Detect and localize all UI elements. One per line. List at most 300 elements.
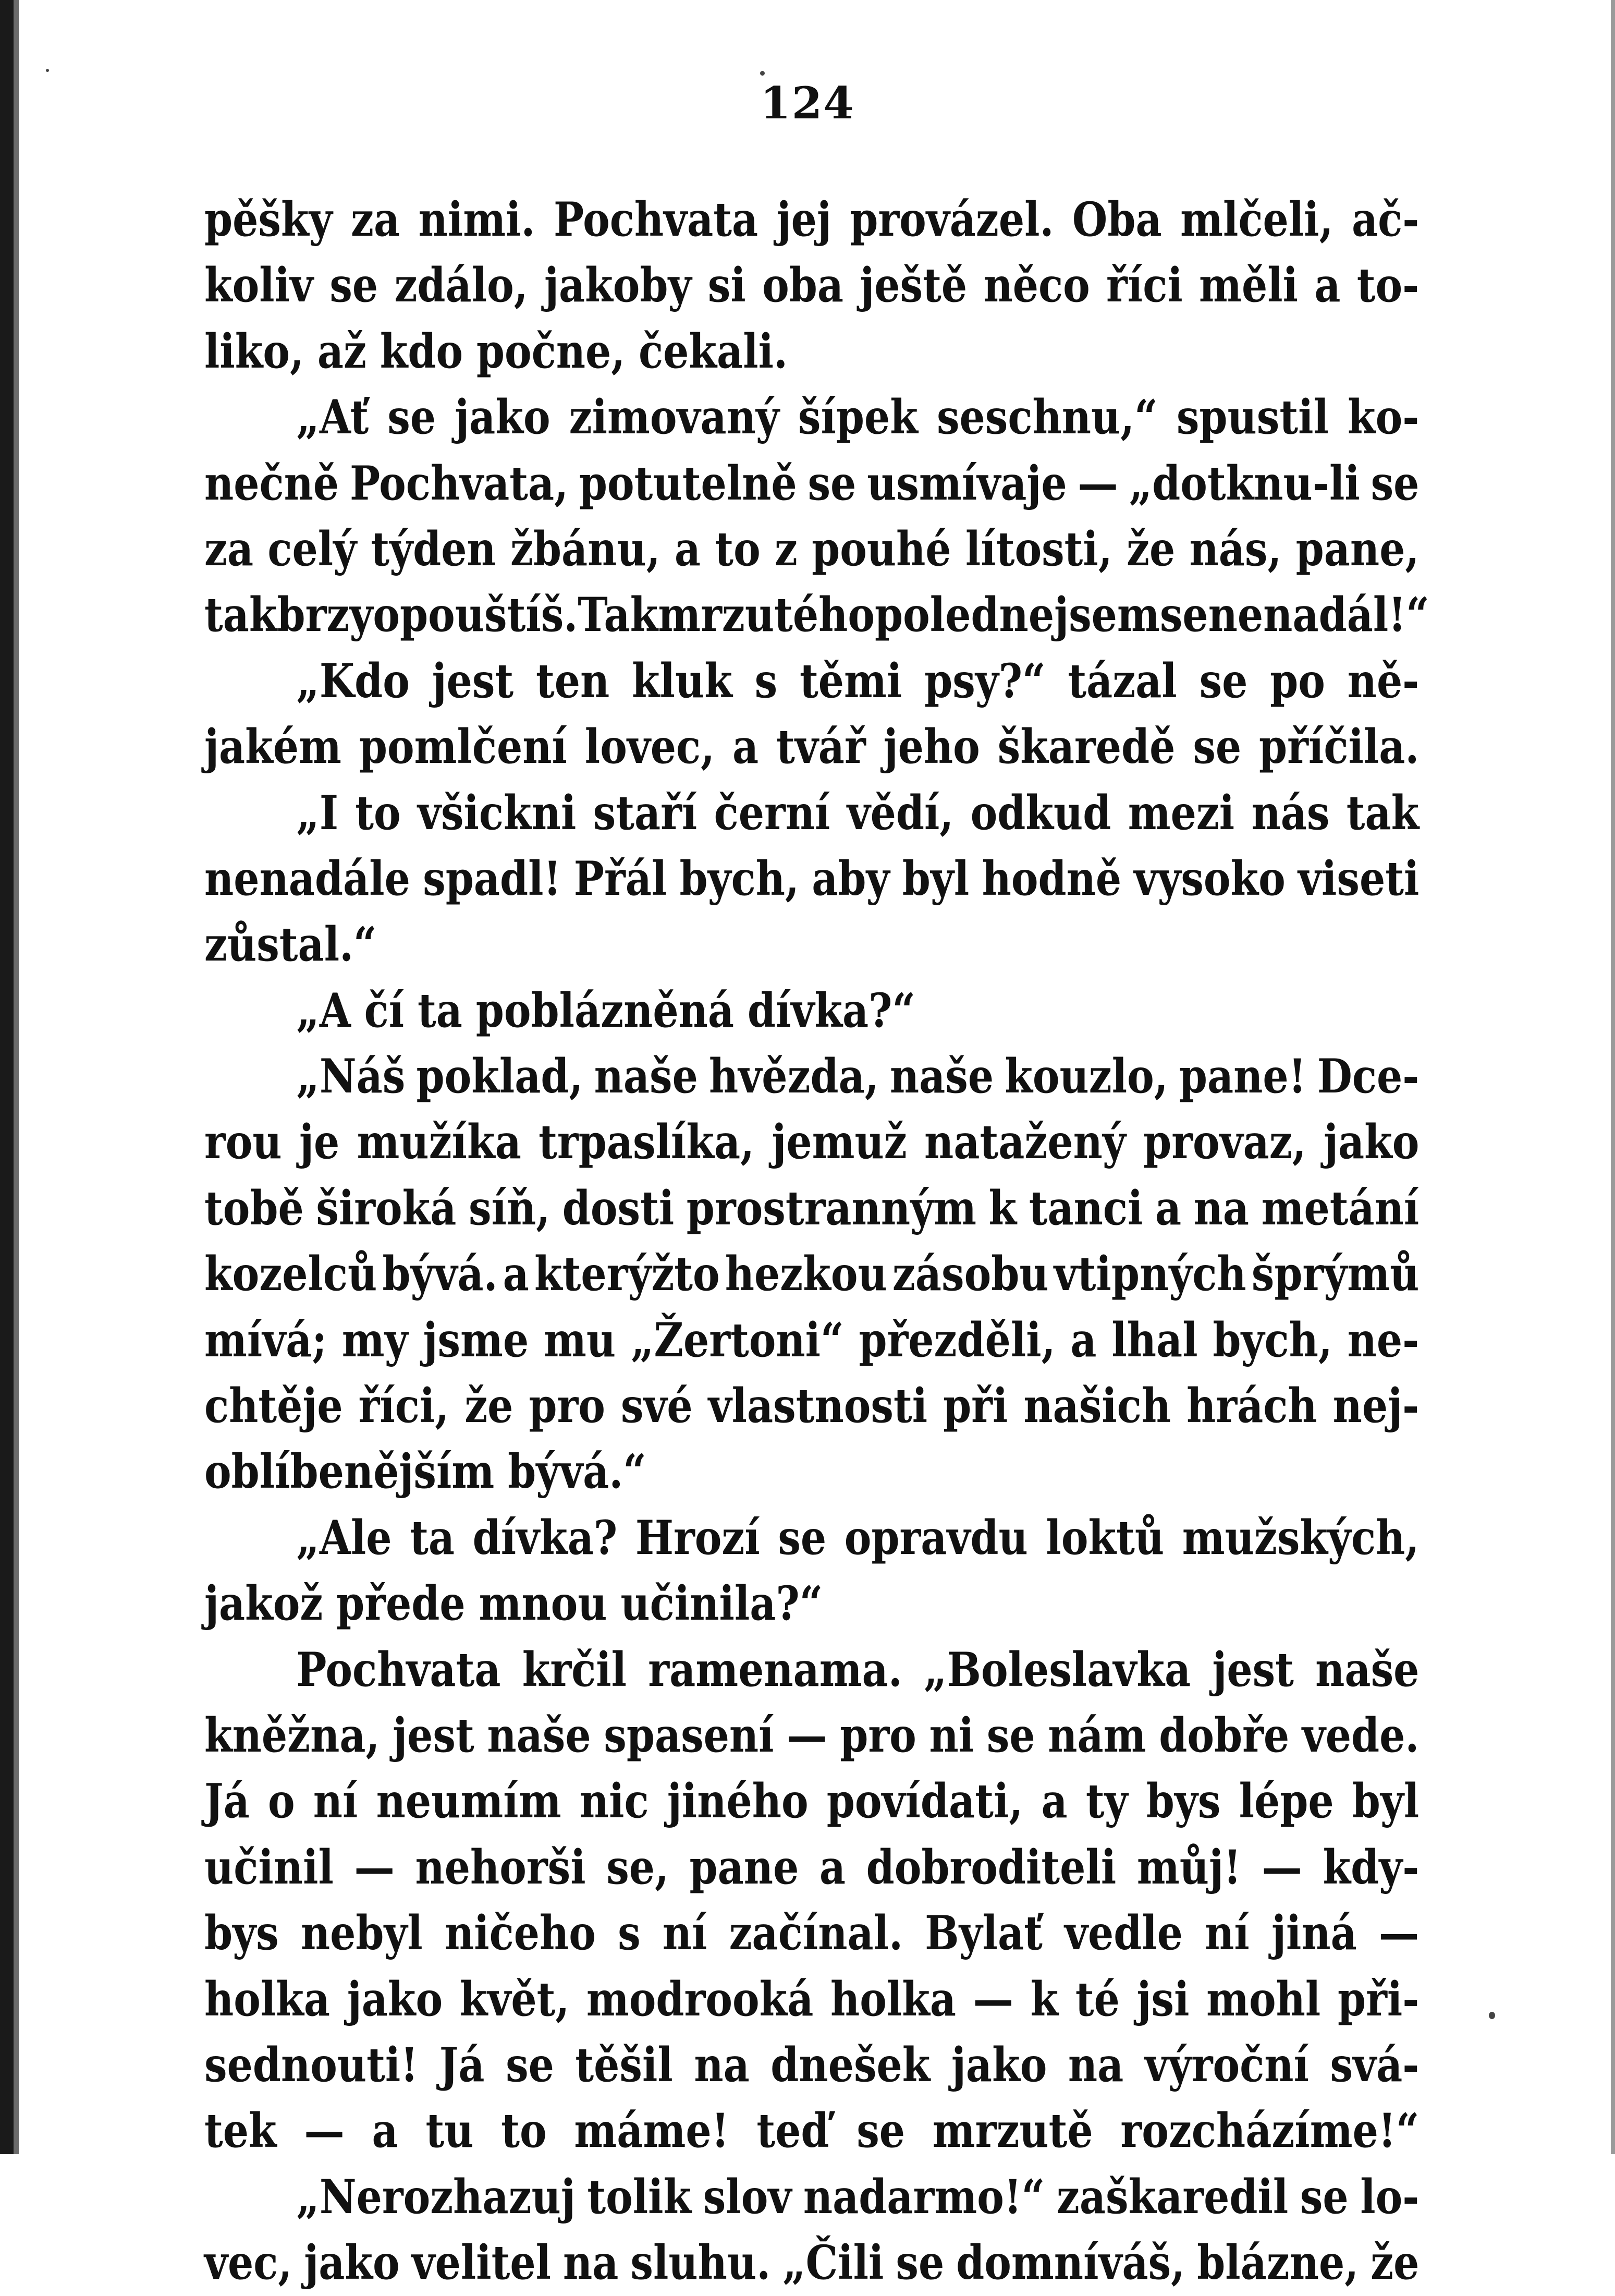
- word: liko,: [204, 323, 304, 379]
- text-line: [204, 384, 1419, 450]
- word: můj!: [1136, 1839, 1241, 1895]
- word: na: [1193, 1180, 1250, 1236]
- word: nečně: [204, 455, 339, 511]
- word: čí: [364, 982, 405, 1038]
- word: blázne,: [1197, 2235, 1359, 2291]
- word: čekali.: [639, 323, 788, 379]
- word: ko-: [1347, 390, 1420, 445]
- text-line: [204, 1900, 1419, 1966]
- word: jsme: [423, 1312, 529, 1368]
- word: té: [1075, 1971, 1120, 2027]
- word: nás,: [1189, 521, 1282, 577]
- word: teď: [756, 2103, 829, 2159]
- word: dívka?: [472, 1510, 618, 1565]
- word: lo-: [1360, 2169, 1420, 2225]
- word: sluhu.: [630, 2235, 771, 2291]
- word: ač-: [1351, 192, 1420, 247]
- word: nehorši: [415, 1839, 586, 1895]
- word: a: [1314, 258, 1341, 313]
- word: potutelně: [579, 455, 797, 511]
- word: že: [464, 1378, 513, 1434]
- word: že: [1371, 2235, 1420, 2291]
- word: dívka?“: [747, 982, 916, 1038]
- word: mrzutého: [658, 587, 875, 643]
- word: jako: [455, 390, 550, 445]
- word: „Ať: [296, 390, 369, 445]
- word: psy?“: [924, 653, 1046, 709]
- word: rou: [204, 1114, 282, 1170]
- text-line: [204, 648, 1419, 714]
- word: oba: [762, 258, 843, 313]
- word: oblíbenějším: [204, 1444, 495, 1500]
- word: se: [778, 1510, 827, 1565]
- word: květ,: [459, 1971, 570, 2027]
- word: „Nerozhazuj: [296, 2169, 576, 2225]
- word: jakož: [204, 1576, 323, 1632]
- word: šprýmů: [1251, 1246, 1420, 1302]
- word: Pochvata: [553, 192, 758, 247]
- word: ni: [929, 1707, 974, 1763]
- word: žbánu,: [510, 521, 660, 577]
- word: kdy-: [1323, 1839, 1420, 1895]
- word: to: [355, 785, 401, 841]
- word: nadarmo!“: [803, 2169, 1045, 2225]
- word: krčil: [522, 1642, 627, 1697]
- text-line: [204, 978, 1419, 1043]
- word: „dotknu-li: [1129, 455, 1360, 511]
- word: se: [329, 258, 378, 313]
- word: ještě: [860, 258, 968, 313]
- word: k: [988, 1180, 1017, 1236]
- word: ní: [1205, 1905, 1250, 1961]
- word: a: [1070, 1312, 1097, 1368]
- word: holka: [204, 1971, 331, 2027]
- word: tolik: [587, 2169, 692, 2225]
- word: říci,: [358, 1378, 449, 1434]
- word: tak: [204, 587, 277, 643]
- word: lovec,: [584, 719, 715, 775]
- word: učinil: [204, 1839, 334, 1895]
- word: seschnu,“: [936, 390, 1158, 445]
- word: až: [317, 323, 366, 379]
- word: ta: [410, 1510, 455, 1565]
- text-line: [204, 252, 1419, 318]
- word: kněžna,: [204, 1707, 380, 1763]
- word: „I: [296, 785, 339, 841]
- word: ně-: [1347, 653, 1420, 709]
- word: metání: [1261, 1180, 1420, 1236]
- word: na: [563, 2235, 619, 2291]
- word: naše: [594, 1049, 698, 1104]
- word: bys: [204, 1905, 279, 1961]
- word: provaz,: [1143, 1114, 1306, 1170]
- word: se,: [606, 1839, 669, 1895]
- word: dnešek: [770, 2037, 931, 2093]
- word: dosti: [562, 1180, 675, 1236]
- word: tak: [1346, 785, 1420, 841]
- word: vědí,: [847, 785, 954, 841]
- word: poblázněná: [475, 982, 735, 1038]
- word: jakoby: [544, 258, 692, 313]
- word: to: [715, 521, 761, 577]
- word: pane!: [1179, 1049, 1306, 1104]
- word: síň,: [468, 1180, 550, 1236]
- word: se: [1199, 653, 1248, 709]
- text-line: [204, 2032, 1419, 2098]
- word: a: [1041, 1773, 1068, 1829]
- word: na: [1068, 2037, 1124, 2093]
- word: poklad,: [416, 1049, 583, 1104]
- word: ničeho: [444, 1905, 596, 1961]
- text-line: [204, 1307, 1419, 1373]
- word: dobroditeli: [866, 1839, 1117, 1895]
- word: našich: [1023, 1378, 1171, 1434]
- text-line: [204, 187, 1419, 252]
- word: nej-: [1332, 1378, 1420, 1434]
- word: jsem: [1054, 587, 1160, 643]
- text-line: [204, 1505, 1419, 1571]
- text-line: [204, 1835, 1419, 1900]
- word: při: [943, 1378, 1008, 1434]
- word: —: [1078, 455, 1118, 511]
- word: hodně: [982, 851, 1122, 906]
- word: ní: [662, 1905, 707, 1961]
- word: a: [372, 2103, 398, 2159]
- word: kdo: [380, 323, 463, 379]
- word: pěšky: [204, 192, 333, 247]
- word: pro: [840, 1707, 916, 1763]
- text-line: [204, 1373, 1419, 1439]
- text-line: [204, 780, 1419, 846]
- scan-speck: [760, 71, 765, 76]
- page-number: 124: [760, 77, 855, 129]
- word: se: [506, 2037, 554, 2093]
- word: bych,: [679, 851, 800, 906]
- word: kterýžto: [534, 1246, 720, 1302]
- word: velitel: [411, 2235, 552, 2291]
- text-line: [204, 582, 1429, 648]
- word: k: [1030, 1971, 1059, 2027]
- word: mívá;: [204, 1312, 327, 1368]
- word: Bylať: [925, 1905, 1043, 1961]
- word: se: [1300, 2169, 1349, 2225]
- word: povídati,: [826, 1773, 1023, 1829]
- word: vede.: [1302, 1707, 1420, 1763]
- word: spasení: [604, 1707, 774, 1763]
- word: vlastnosti: [708, 1378, 928, 1434]
- word: těmi: [800, 653, 902, 709]
- word: jako: [1323, 1114, 1420, 1170]
- word: —: [973, 1971, 1014, 2027]
- word: „Náš: [296, 1049, 406, 1104]
- word: vec,: [204, 2235, 292, 2291]
- word: jsi: [1136, 1971, 1190, 2027]
- word: na: [694, 2037, 750, 2093]
- body-text: [204, 187, 1429, 2296]
- word: brzy: [277, 587, 373, 643]
- word: zásobu: [892, 1246, 1049, 1302]
- word: všickni: [417, 785, 577, 841]
- text-line: [204, 2164, 1419, 2230]
- word: opravdu: [844, 1510, 1028, 1565]
- word: Pochvata,: [349, 455, 569, 511]
- word: za: [350, 192, 400, 247]
- word: pane: [689, 1839, 799, 1895]
- scan-left-edge: [0, 0, 14, 2154]
- word: mezi: [1128, 785, 1235, 841]
- word: nebyl: [300, 1905, 423, 1961]
- word: Oba: [1072, 192, 1162, 247]
- word: se: [808, 455, 857, 511]
- word: po: [1270, 653, 1325, 709]
- word: učinila?“: [620, 1576, 823, 1632]
- word: loktů: [1046, 1510, 1165, 1565]
- word: mužských,: [1182, 1510, 1420, 1565]
- word: těšil: [575, 2037, 673, 2093]
- word: „Kdo: [296, 653, 410, 709]
- text-line: [204, 1966, 1419, 2032]
- word: „A: [296, 982, 351, 1038]
- word: kozelců: [204, 1246, 377, 1302]
- word: široká: [316, 1180, 457, 1236]
- word: černí: [714, 785, 830, 841]
- word: viseti: [1298, 851, 1420, 906]
- word: nás: [1251, 785, 1330, 841]
- word: ten: [535, 653, 610, 709]
- word: vysoko: [1134, 851, 1286, 906]
- word: začínal.: [729, 1905, 903, 1961]
- word: počne,: [476, 323, 626, 379]
- text-line: [204, 1637, 1419, 1703]
- text-line: [204, 1768, 1419, 1834]
- word: bys: [1146, 1773, 1221, 1829]
- word: tázal: [1068, 653, 1177, 709]
- word: opouštíš.: [373, 587, 578, 643]
- text-line: [204, 1175, 1419, 1241]
- word: Já: [204, 1773, 250, 1829]
- word: zaškaredil: [1056, 2169, 1289, 2225]
- word: usmívaje: [867, 455, 1067, 511]
- word: říci: [1106, 258, 1183, 313]
- word: aby: [812, 851, 890, 906]
- word: a: [819, 1839, 846, 1895]
- word: naše: [1315, 1642, 1420, 1697]
- word: tvář: [776, 719, 866, 775]
- word: se: [986, 1707, 1035, 1763]
- word: lhal: [1111, 1312, 1198, 1368]
- text-line: [204, 1439, 1419, 1504]
- word: při-: [1337, 1971, 1420, 2027]
- word: nic: [579, 1773, 649, 1829]
- word: přezděli,: [859, 1312, 1056, 1368]
- word: celý: [267, 521, 357, 577]
- word: výroční: [1144, 2037, 1309, 2093]
- word: holka: [830, 1971, 957, 2027]
- word: něco: [983, 258, 1090, 313]
- text-line: [204, 1703, 1419, 1768]
- word: pomlčení: [359, 719, 567, 775]
- scan-left-shadow: [14, 0, 19, 2154]
- text-line: [204, 1241, 1419, 1307]
- word: ní: [313, 1773, 358, 1829]
- word: dobře: [1159, 1707, 1290, 1763]
- text-line: [204, 319, 1419, 384]
- word: se: [1193, 719, 1242, 775]
- text-line: [204, 2230, 1419, 2295]
- word: šípek: [798, 390, 918, 445]
- word: —: [1262, 1839, 1302, 1895]
- word: Tak: [578, 587, 658, 643]
- text-line: [204, 451, 1419, 516]
- word: to: [501, 2103, 547, 2159]
- word: nimi.: [418, 192, 535, 247]
- word: tu: [425, 2103, 474, 2159]
- word: Pochvata: [296, 1642, 501, 1697]
- word: Přál: [573, 851, 667, 906]
- word: s: [754, 653, 778, 709]
- text-line: [204, 714, 1419, 780]
- word: chtěje: [204, 1378, 343, 1434]
- word: jako: [304, 2235, 400, 2291]
- text-line: [204, 1043, 1419, 1109]
- word: svá-: [1330, 2037, 1420, 2093]
- word: jest: [393, 1707, 474, 1763]
- word: máme!: [574, 2103, 729, 2159]
- word: týden: [371, 521, 496, 577]
- word: rozcházíme!“: [1120, 2103, 1420, 2159]
- word: jakém: [204, 719, 341, 775]
- word: prostranným: [686, 1180, 976, 1236]
- word: a: [732, 719, 759, 775]
- word: my: [341, 1312, 408, 1368]
- word: vtipných: [1054, 1246, 1246, 1302]
- word: se: [857, 2103, 906, 2159]
- word: ne-: [1347, 1312, 1420, 1368]
- word: —: [787, 1707, 827, 1763]
- word: spustil: [1176, 390, 1329, 445]
- word: neumím: [376, 1773, 561, 1829]
- word: za: [204, 521, 254, 577]
- word: pro: [529, 1378, 605, 1434]
- scan-speck: [1489, 2012, 1495, 2019]
- text-line: [204, 1109, 1419, 1175]
- word: jest: [432, 653, 514, 709]
- word: staří: [593, 785, 698, 841]
- word: kouzlo,: [1005, 1049, 1168, 1104]
- word: mužíka: [357, 1114, 521, 1170]
- word: s: [618, 1905, 641, 1961]
- word: mrzutě: [932, 2103, 1093, 2159]
- word: pane,: [1295, 521, 1420, 577]
- word: hezkou: [725, 1246, 887, 1302]
- word: mu: [544, 1312, 616, 1368]
- word: naše: [889, 1049, 994, 1104]
- word: jeho: [883, 719, 980, 775]
- word: ramenama.: [648, 1642, 902, 1697]
- word: se: [896, 2235, 945, 2291]
- word: jemuž: [772, 1114, 907, 1170]
- word: natažený: [924, 1114, 1126, 1170]
- word: zimovaný: [569, 390, 779, 445]
- word: lítosti,: [965, 521, 1112, 577]
- word: lépe: [1239, 1773, 1334, 1829]
- word: hrách: [1186, 1378, 1317, 1434]
- word: je: [299, 1114, 340, 1170]
- word: se: [1159, 587, 1208, 643]
- word: sednouti!: [204, 2037, 419, 2093]
- text-line: [204, 1571, 1419, 1636]
- scan-right-edge: [1611, 0, 1615, 2154]
- word: ty: [1085, 1773, 1128, 1829]
- word: odkud: [970, 785, 1111, 841]
- word: se: [1371, 455, 1420, 511]
- word: mlčeli,: [1180, 192, 1333, 247]
- word: „Ale: [296, 1510, 392, 1565]
- word: hvězda,: [709, 1049, 879, 1104]
- word: jiná: [1271, 1905, 1357, 1961]
- word: byl: [902, 851, 970, 906]
- word: —: [304, 2103, 345, 2159]
- word: mohl: [1206, 1971, 1321, 2027]
- word: a: [674, 521, 701, 577]
- word: mnou: [479, 1576, 607, 1632]
- word: ta: [418, 982, 462, 1038]
- word: provázel.: [850, 192, 1054, 247]
- word: spadl!: [423, 851, 561, 906]
- word: Hrozí: [635, 1510, 760, 1565]
- word: o: [267, 1773, 295, 1829]
- word: to-: [1356, 258, 1420, 313]
- word: nenadál!“: [1208, 587, 1429, 643]
- word: jej: [776, 192, 831, 247]
- text-line: [204, 516, 1419, 582]
- word: Já: [439, 2037, 485, 2093]
- word: kluk: [631, 653, 732, 709]
- word: „Žertoni“: [630, 1312, 844, 1368]
- word: tek: [204, 2103, 277, 2159]
- word: nám: [1048, 1707, 1146, 1763]
- word: tanci: [1029, 1180, 1143, 1236]
- word: zdálo,: [394, 258, 528, 313]
- word: jako: [951, 2037, 1047, 2093]
- word: poledne: [875, 587, 1055, 643]
- word: zůstal.“: [204, 917, 377, 973]
- word: slov: [703, 2169, 792, 2225]
- word: byl: [1352, 1773, 1420, 1829]
- word: jest: [1212, 1642, 1294, 1697]
- word: vedle: [1065, 1905, 1183, 1961]
- text-line: [204, 846, 1419, 912]
- word: si: [707, 258, 746, 313]
- word: a: [503, 1246, 529, 1302]
- word: jiného: [667, 1773, 809, 1829]
- word: nenadále: [204, 851, 410, 906]
- word: tobě: [204, 1180, 304, 1236]
- word: —: [1378, 1905, 1420, 1961]
- word: své: [620, 1378, 693, 1434]
- word: Dce-: [1317, 1049, 1420, 1104]
- scan-speck: [46, 69, 49, 72]
- word: škaredě: [997, 719, 1176, 775]
- word: trpaslíka,: [539, 1114, 755, 1170]
- word: koliv: [204, 258, 314, 313]
- word: „Boleslavka: [924, 1642, 1191, 1697]
- word: a: [1155, 1180, 1182, 1236]
- text-line: [204, 912, 1419, 977]
- word: bývá.“: [508, 1444, 646, 1500]
- word: z: [774, 521, 798, 577]
- word: že: [1127, 521, 1176, 577]
